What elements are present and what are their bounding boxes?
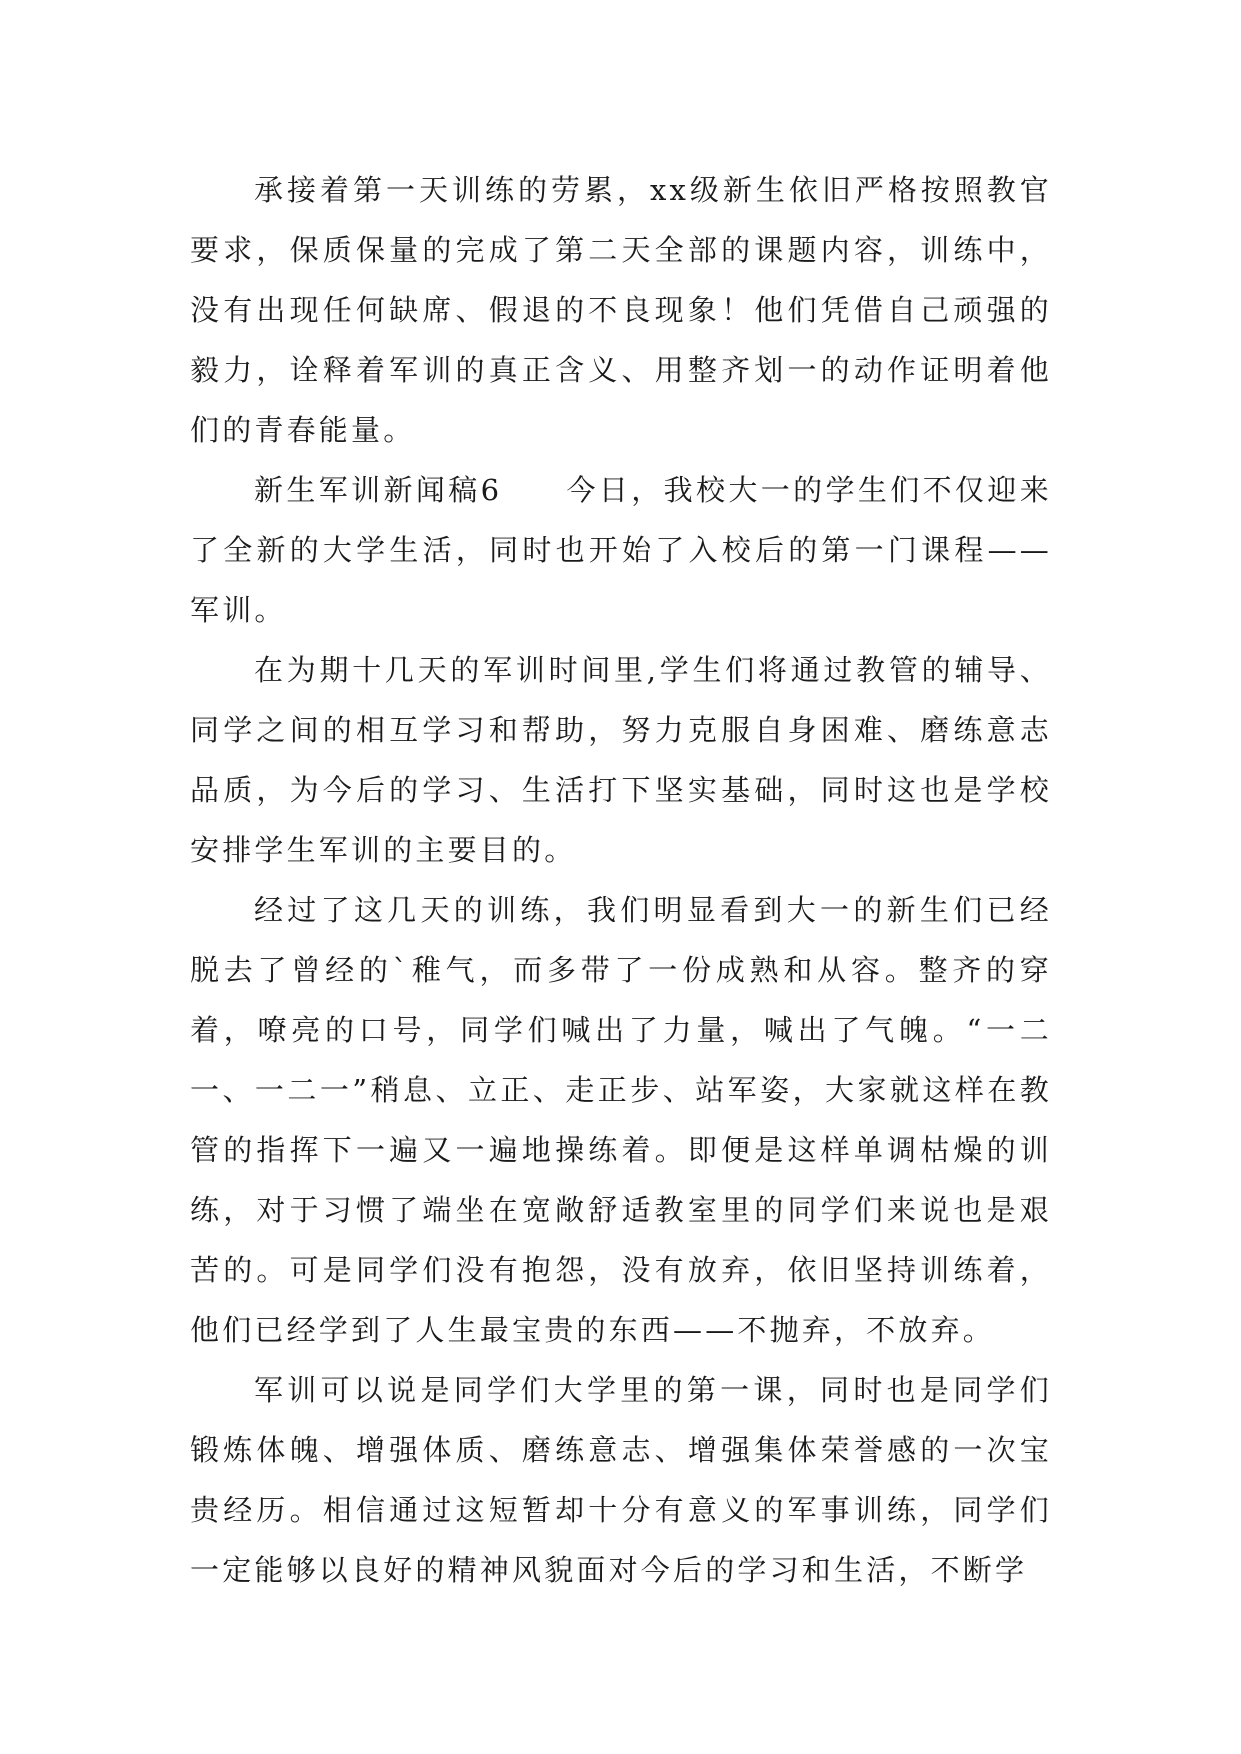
paragraph-training-purpose: 在为期十几天的军训时间里,学生们将通过教管的辅导、同学之间的相互学习和帮助，努力克服自身困难、磨练意志品质，为今后的学习、生活打下坚实基础，同时这也是学校安排学生军训的主要目的。 [190, 653, 1052, 867]
section-lead: 今日，我校大一的学生们不仅迎来了全新的大学生活，同时也开始了入校后的第一门课程——军训。 [190, 473, 1052, 627]
paragraph-training-day-two: 承接着第一天训练的劳累，xx级新生依旧严格按照教官要求，保质保量的完成了第二天全部的课题内容，训练中，没有出现任何缺席、假退的不良现象！他们凭借自己顽强的毅力，诠释着军训的真正含义、用整齐划一的动作证明着他们的青春能量。 [190, 173, 1052, 447]
section-news-6 [190, 460, 1052, 640]
paragraph-training-progress: 经过了这几天的训练，我们明显看到大一的新生们已经脱去了曾经的`稚气，而多带了一份成熟和从容。整齐的穿着，嘹亮的口号，同学们喊出了力量，喊出了气魄。“一二一、一二一”稍息、立正、走正步、站军姿，大家就这样在教管的指挥下一遍又一遍地操练着。即便是这样单调枯燥的训练，对于习惯了端坐在宽敞舒适教室里的同学们来说也是艰苦的。可是同学们没有抱怨，没有放弃，依旧坚持训练着，他们已经学到了人生最宝贵的东西——不抛弃，不放弃。 [190, 893, 1052, 1347]
section-heading: 新生军训新闻稿6 [254, 473, 503, 507]
paragraph-first-lesson: 军训可以说是同学们大学里的第一课，同时也是同学们锻炼体魄、增强体质、磨练意志、增强集体荣誉感的一次宝贵经历。相信通过这短暂却十分有意义的军事训练，同学们一定能够以良好的精神风貌面对今后的学习和生活，不断学 [190, 1373, 1052, 1587]
document-body [190, 160, 1052, 1600]
